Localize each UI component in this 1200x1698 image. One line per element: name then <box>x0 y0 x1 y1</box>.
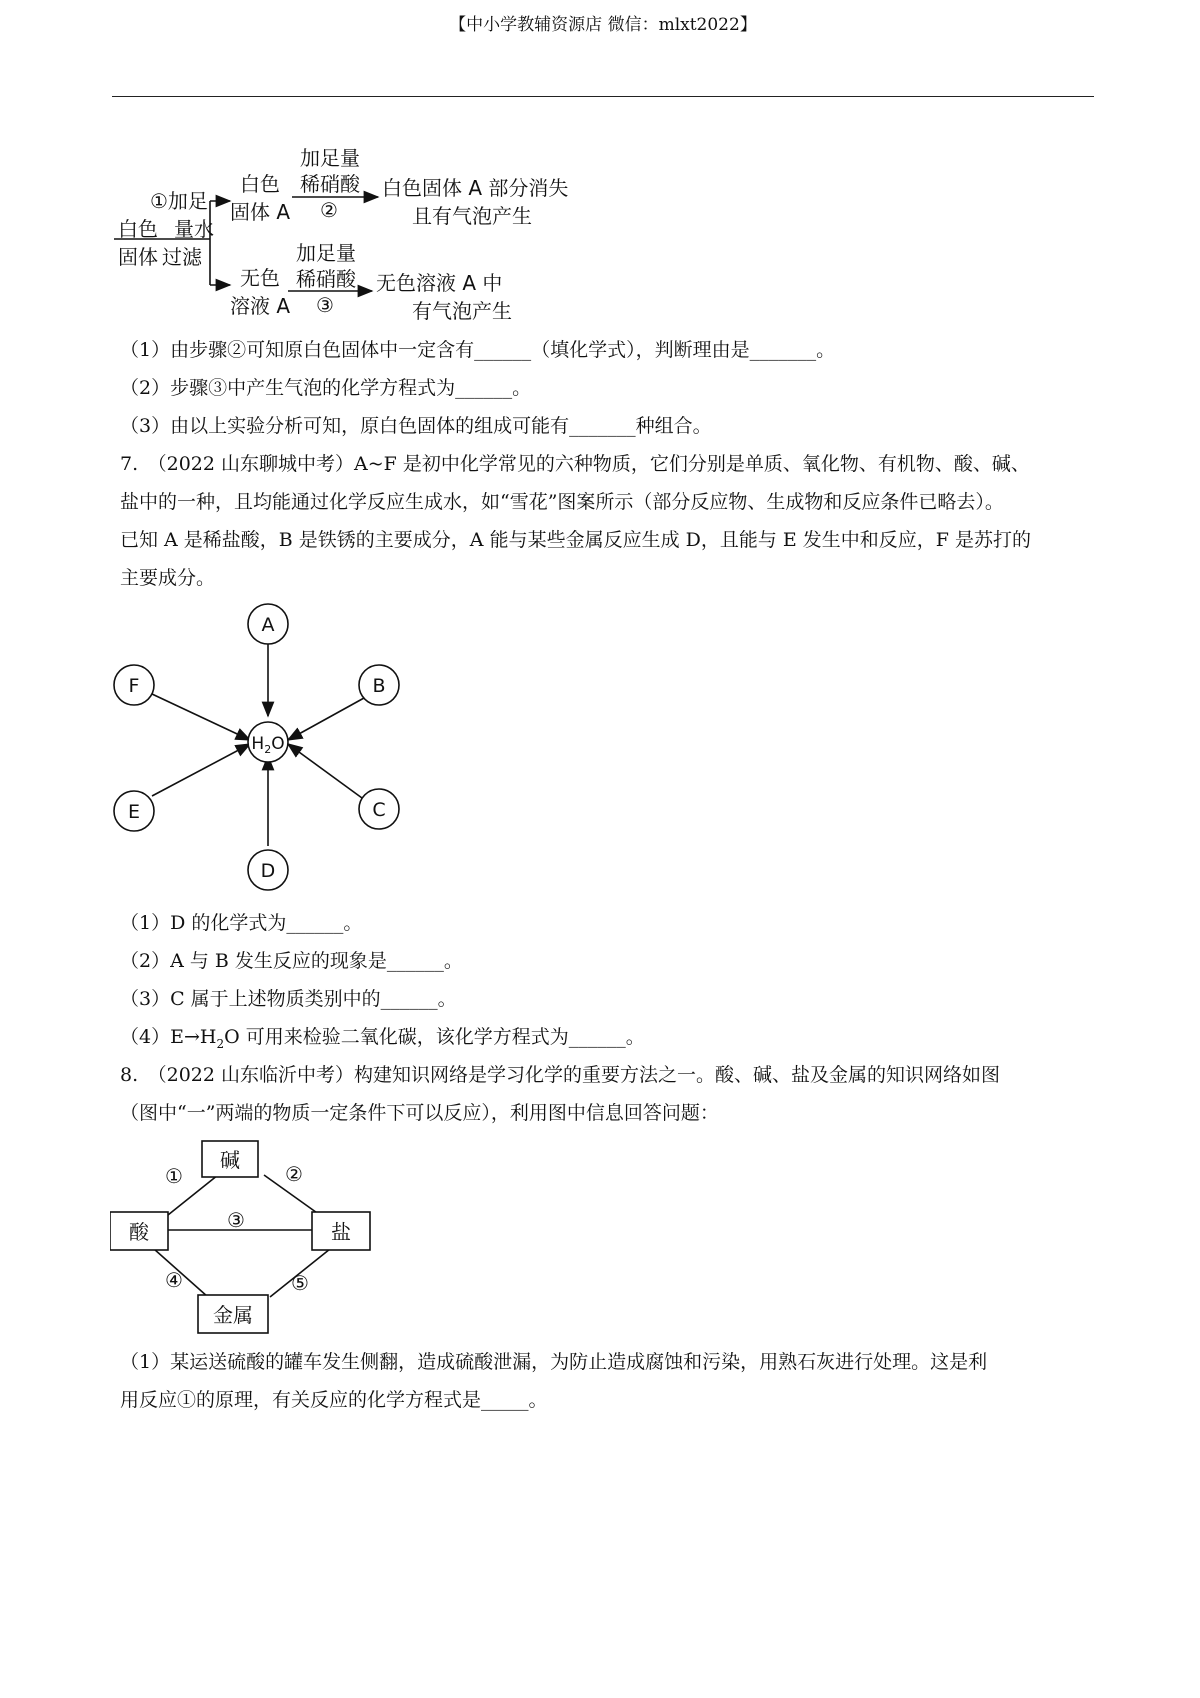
arrow-b-to-water <box>288 698 364 740</box>
q7-stem-line1: 7. （2022 山东聊城中考）A~F 是初中化学常见的六种物质，它们分别是单质、氧化物、有机物、酸、碱、 <box>120 453 1030 475</box>
reagent2-label-2: 稀硝酸 <box>300 172 360 196</box>
result3-label-2: 有气泡产生 <box>412 299 512 323</box>
result2-label-1: 白色固体 A 部分消失 <box>382 176 569 200</box>
q7-sub3: （3）C 属于上述物质类别中的______。 <box>120 988 457 1010</box>
node-a-label: A <box>261 614 275 636</box>
step3-number: ③ <box>316 293 334 317</box>
acid-label: 酸 <box>129 1220 149 1244</box>
step1-label-1: ①加足 <box>150 189 208 213</box>
snowflake-diagram <box>110 600 430 900</box>
q6-sub1: （1）由步骤②可知原白色固体中一定含有______（填化学式），判断理由是_______。 <box>120 339 836 361</box>
solution-a-label-1: 无色 <box>240 266 280 290</box>
solution-a-label-2: 溶液 A <box>230 294 291 318</box>
reaction-5-label: ⑤ <box>291 1271 309 1295</box>
q6-sub3: （3）由以上实验分析可知，原白色固体的组成可能有_______种组合。 <box>120 415 712 437</box>
q8-stem-line1: 8. （2022 山东临沂中考）构建知识网络是学习化学的重要方法之一。酸、碱、盐及金属的知识网络如图 <box>120 1064 1001 1086</box>
header-divider <box>112 96 1094 97</box>
node-d-label: D <box>260 860 276 882</box>
q7-sub2: （2）A 与 B 发生反应的现象是______。 <box>120 950 463 972</box>
q8-sub1-line2: 用反应①的原理，有关反应的化学方程式是_____。 <box>120 1389 548 1411</box>
q7-sub4: $(4)E\to H_2O$ 可用来检验二氧化碳，该化学方程式为______。 <box>120 1026 645 1051</box>
q7-sub1: （1）D 的化学式为______。 <box>120 912 363 934</box>
result3-label-1: 无色溶液 A 中 <box>376 271 503 295</box>
start-label-2: 固体 <box>118 245 158 269</box>
salt-label: 盐 <box>331 1220 351 1244</box>
arrow-f-to-water <box>152 694 250 740</box>
q7-stem-line4: 主要成分。 <box>120 567 216 589</box>
reagent3-label-1: 加足量 <box>296 241 356 265</box>
reaction-3-label: ③ <box>227 1208 245 1232</box>
reagent3-label-2: 稀硝酸 <box>296 267 356 291</box>
q8-sub1-line1: （1）某运送硫酸的罐车发生侧翻，造成硫酸泄漏，为防止造成腐蚀和污染，用熟石灰进行处理。这是利 <box>120 1351 988 1373</box>
step1-label-3: 过滤 <box>162 245 202 269</box>
node-b-label: B <box>372 675 386 697</box>
q6-sub2: （2）步骤③中产生气泡的化学方程式为______。 <box>120 377 532 399</box>
q8-stem-line2: （图中“一”两端的物质一定条件下可以反应），利用图中信息回答问题： <box>120 1102 719 1124</box>
start-label-1: 白色 <box>118 217 158 241</box>
q7-stem-line3: 已知 A 是稀盐酸，B 是铁锈的主要成分，A 能与某些金属反应生成 D，且能与 E 发生中和反应，F 是苏打的 <box>120 529 1032 551</box>
arrow-c-to-water <box>288 744 362 798</box>
page-header: 【中小学教辅资源店 微信：mlxt2022】 <box>449 15 757 35</box>
node-e-label: E <box>127 801 141 823</box>
q7-stem-line2: 盐中的一种，且均能通过化学反应生成水，如“雪花”图案所示（部分反应物、生成物和反应条件已略去）。 <box>120 491 1004 513</box>
water-formula: $H_2O$ <box>251 734 285 756</box>
base-label: 碱 <box>220 1148 240 1172</box>
result2-label-2: 且有气泡产生 <box>412 204 532 228</box>
metal-label: 金属 <box>213 1303 253 1327</box>
reaction-1-label: ① <box>165 1164 183 1188</box>
node-c-label: C <box>372 799 386 821</box>
experiment-flowchart <box>110 135 630 345</box>
solid-a-label-1: 白色 <box>240 172 280 196</box>
solid-a-label-2: 固体 A <box>230 200 291 224</box>
knowledge-network-diagram <box>110 1135 410 1355</box>
reaction-4-label: ④ <box>165 1268 183 1292</box>
reagent2-label-1: 加足量 <box>300 146 360 170</box>
step2-number: ② <box>320 198 338 222</box>
node-f-label: F <box>128 675 140 697</box>
reaction-2-label: ② <box>285 1162 303 1186</box>
step1-label-2: 量水 <box>174 217 214 241</box>
arrow-e-to-water <box>152 744 250 796</box>
